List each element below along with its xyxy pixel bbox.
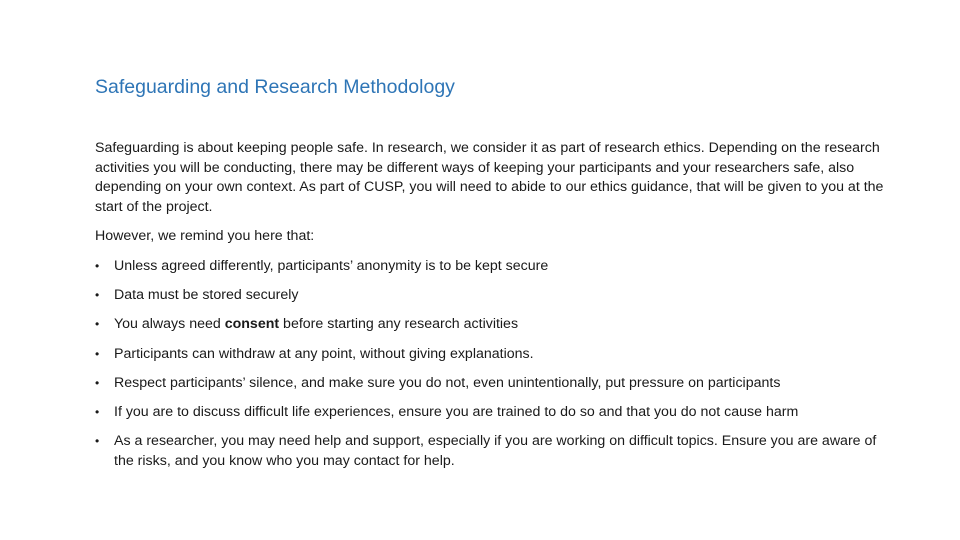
lead-sentence: However, we remind you here that:: [95, 228, 315, 245]
slide-title: Safeguarding and Research Methodology: [95, 76, 455, 98]
list-item: [95, 286, 895, 306]
consent-emphasis: consent: [224, 316, 280, 333]
slide-body: [95, 139, 895, 481]
reminder-list: [95, 257, 895, 471]
bullet-icon: •: [95, 258, 100, 273]
list-item: [95, 315, 895, 335]
list-item: [95, 432, 895, 471]
list-item-text: Unless agreed differently, participants’ anonymity is to be kept secure: [114, 257, 549, 274]
bullet-icon: •: [95, 434, 100, 449]
list-item-text: If you are to discuss difficult life experiences, ensure you are trained to do so and that you do not cause harm: [114, 403, 799, 420]
list-item: [95, 374, 895, 394]
bullet-icon: •: [95, 346, 100, 361]
list-item: [95, 345, 895, 365]
bullet-icon: •: [95, 288, 100, 303]
list-item-text-before: You always need: [114, 316, 225, 333]
list-item: [95, 257, 895, 277]
intro-paragraph: Safeguarding is about keeping people safe. In research, we consider it as part of research ethics. Depending on the research activities you will be conducting, there may be different ways of keeping your participants and your researchers safe, also depending on your own context. As part of CUSP, you will need to abide to our ethics guidance, that will be given to you at the start of the project.: [95, 140, 884, 215]
list-item-text: Respect participants’ silence, and make sure you do not, even unintentionally, put pressure on participants: [114, 374, 781, 391]
list-item: [95, 403, 895, 423]
bullet-icon: •: [95, 375, 100, 390]
list-item-text: Data must be stored securely: [114, 287, 299, 304]
list-item-text: Participants can withdraw at any point, without giving explanations.: [114, 345, 534, 362]
list-item-text: As a researcher, you may need help and support, especially if you are working on difficult topics. Ensure you are aware of the risks, and you know who you may contact for help.: [114, 433, 877, 469]
bullet-icon: •: [95, 404, 100, 419]
bullet-icon: •: [95, 317, 100, 332]
list-item-text-after: before starting any research activities: [279, 316, 519, 333]
